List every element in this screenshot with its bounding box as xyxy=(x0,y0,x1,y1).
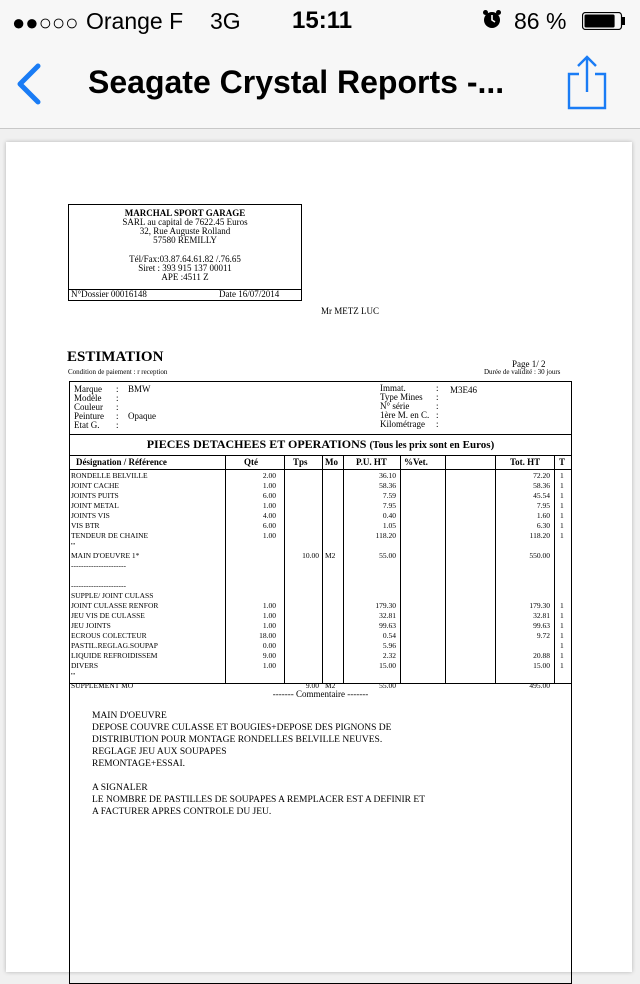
pieces-operations-title xyxy=(69,433,572,456)
cell-t: 1 xyxy=(560,611,564,620)
vehicle-colons-right xyxy=(436,384,439,429)
cell-pu: 15.00 xyxy=(379,661,396,670)
garage-phone: Tél/Fax:03.87.64.61.82 /.76.65 xyxy=(129,254,241,264)
cell-pu: 2.32 xyxy=(382,651,396,660)
cell-des: VIS BTR xyxy=(71,521,100,530)
label-marque: Marque xyxy=(74,384,102,394)
cell-des: ''' xyxy=(71,541,76,550)
table-row xyxy=(70,621,571,631)
cell-pu: 32.81 xyxy=(379,611,396,620)
table-row xyxy=(70,541,571,551)
label-immat: Immat. xyxy=(380,383,406,393)
client-name: Mr METZ LUC xyxy=(321,306,379,316)
estimation-heading: ESTIMATION xyxy=(67,349,164,365)
document-title: Seagate Crystal Reports -... xyxy=(88,64,505,100)
cell-des: RONDELLE BELVILLE xyxy=(71,471,148,480)
back-chevron-icon[interactable] xyxy=(12,62,44,106)
garage-city: 57580 REMILLY xyxy=(153,235,217,245)
sep: : xyxy=(116,384,119,394)
cell-des: ---------------------- xyxy=(71,581,126,590)
cell-tps: 9.00 xyxy=(305,681,319,690)
col-pu: P.U. HT xyxy=(356,457,387,467)
vehicle-marque: BMW xyxy=(128,384,151,394)
cell-des: SUPPLEMENT MO xyxy=(71,681,134,690)
col-mo: Mo xyxy=(325,457,338,467)
cell-pu: 1.05 xyxy=(382,521,396,530)
comment-line: REMONTAGE+ESSAI. xyxy=(92,759,186,769)
comment-line: A FACTURER APRES CONTROLE DU JEU. xyxy=(92,807,272,817)
label-mec: 1ère M. en C. xyxy=(380,410,430,420)
vehicle-labels-right xyxy=(380,384,429,429)
cell-qte: 1.00 xyxy=(262,601,276,610)
cell-qte: 2.00 xyxy=(262,471,276,480)
cell-qte: 1.00 xyxy=(262,481,276,490)
cell-qte: 1.00 xyxy=(262,531,276,540)
cell-mo: M2 xyxy=(325,681,336,690)
label-couleur: Couleur xyxy=(74,402,103,412)
cell-des: JOINT METAL xyxy=(71,501,119,510)
cell-pu: 58.36 xyxy=(379,481,396,490)
cell-t: 1 xyxy=(560,641,564,650)
cell-total: 7.95 xyxy=(536,501,550,510)
garage-capital: SARL au capital de 7622.45 Euros xyxy=(122,217,248,227)
vehicle-colons xyxy=(116,385,119,430)
cell-t: 1 xyxy=(560,491,564,500)
cell-tps: 10.00 xyxy=(302,551,319,560)
table-row xyxy=(70,671,571,681)
table-row xyxy=(70,531,571,541)
table-row xyxy=(70,471,571,481)
battery-icon xyxy=(582,12,626,30)
table-row xyxy=(70,491,571,501)
cell-des: ''' xyxy=(71,671,76,680)
vehicle-peinture: Opaque xyxy=(128,411,156,421)
cell-qte: 18.00 xyxy=(259,631,276,640)
cell-des: ECROUS COLECTEUR xyxy=(71,631,147,640)
cell-mo: M2 xyxy=(325,551,336,560)
sep: : xyxy=(116,402,119,412)
table-row xyxy=(70,581,571,591)
cell-t: 1 xyxy=(560,661,564,670)
garage-ape: APE :4511 Z xyxy=(161,272,209,282)
cell-total: 32.81 xyxy=(533,611,550,620)
cell-des: SUPPLE/ JOINT CULASS xyxy=(71,591,154,600)
cell-des: ---------------------- xyxy=(71,561,126,570)
cell-total: 6.30 xyxy=(536,521,550,530)
document-page xyxy=(6,142,632,972)
cell-pu: 7.59 xyxy=(382,491,396,500)
comment-line: LE NOMBRE DE PASTILLES DE SOUPAPES A REMPLACER EST A DEFINIR ET xyxy=(92,795,425,805)
cell-qte: 4.00 xyxy=(262,511,276,520)
cell-des: PASTIL.REGLAG.SOUPAP xyxy=(71,641,158,650)
sep: : xyxy=(436,401,439,411)
payment-condition: Condition de paiement : r reception xyxy=(68,368,168,376)
cell-total: 118.20 xyxy=(529,531,550,540)
signal-strength-icon: ●●○○○ xyxy=(12,10,79,35)
col-qte: Qté xyxy=(244,457,258,467)
operations-table xyxy=(69,455,572,690)
cell-t: 1 xyxy=(560,601,564,610)
table-row xyxy=(70,561,571,571)
col-designation: Désignation / Référence xyxy=(76,457,167,467)
alarm-clock-icon xyxy=(482,9,502,29)
sep: : xyxy=(116,411,119,421)
cell-total: 179.30 xyxy=(529,601,550,610)
cell-t: 1 xyxy=(560,521,564,530)
label-peinture: Peinture xyxy=(74,411,104,421)
cell-des: JEU JOINTS xyxy=(71,621,111,630)
comment-line: DISTRIBUTION POUR MONTAGE RONDELLES BELVILLE NEUVES. xyxy=(92,735,383,745)
cell-t: 1 xyxy=(560,621,564,630)
vehicle-info-box xyxy=(69,381,572,435)
garage-siret: Siret : 393 915 137 00011 xyxy=(138,263,232,273)
battery-percent: 86 % xyxy=(514,8,567,34)
cell-qte: 1.00 xyxy=(262,621,276,630)
cell-t: 1 xyxy=(560,501,564,510)
pieces-title-sub: (Tous les prix sont en xyxy=(369,440,460,451)
dossier-date: Date 16/07/2014 xyxy=(219,289,280,299)
cell-pu: 36.10 xyxy=(379,471,396,480)
vehicle-labels xyxy=(74,385,104,430)
label-etat: Etat G. xyxy=(74,420,100,430)
comment-line: A SIGNALER xyxy=(92,783,148,793)
pieces-title-main: PIECES DETACHEES ET OPERATIONS xyxy=(146,437,367,451)
comment-title: ------- Commentaire ------- xyxy=(272,689,369,699)
sep: : xyxy=(436,410,439,420)
sep: : xyxy=(436,419,439,429)
cell-des: JEU VIS DE CULASSE xyxy=(71,611,145,620)
sep: : xyxy=(436,383,439,393)
cell-total: 20.88 xyxy=(533,651,550,660)
cell-qte: 1.00 xyxy=(262,661,276,670)
cell-total: 495.00 xyxy=(529,681,550,690)
cell-total: 9.72 xyxy=(536,631,550,640)
col-t: T xyxy=(559,457,566,467)
network-type: 3G xyxy=(210,8,241,34)
col-tps: Tps xyxy=(293,457,308,467)
table-row xyxy=(70,651,571,661)
cell-pu: 179.30 xyxy=(375,601,396,610)
cell-pu: 118.20 xyxy=(375,531,396,540)
cell-qte: 9.00 xyxy=(262,651,276,660)
cell-des: JOINTS VIS xyxy=(71,511,110,520)
cell-pu: 0.40 xyxy=(382,511,396,520)
cell-des: JOINTS PUITS xyxy=(71,491,119,500)
dossier-number: N°Dossier 00016148 xyxy=(71,289,147,299)
cell-total: 1.60 xyxy=(536,511,550,520)
status-bar xyxy=(0,0,640,40)
cell-total: 550.00 xyxy=(529,551,550,560)
table-row xyxy=(70,661,571,671)
validity: Durée de validité : 30 jours xyxy=(484,368,561,376)
garage-header-box xyxy=(68,204,302,290)
cell-des: DIVERS xyxy=(71,661,99,670)
label-serie: N° série xyxy=(380,401,410,411)
table-row xyxy=(70,611,571,621)
garage-name: MARCHAL SPORT GARAGE xyxy=(124,208,246,218)
navigation-bar xyxy=(0,40,640,129)
table-row xyxy=(70,481,571,491)
cell-total: 72.20 xyxy=(533,471,550,480)
cell-qte: 6.00 xyxy=(262,491,276,500)
vehicle-immat: M3E46 xyxy=(450,385,477,395)
dossier-box xyxy=(68,288,302,301)
cell-pu: 55.00 xyxy=(379,551,396,560)
label-modele: Modèle xyxy=(74,393,102,403)
cell-pu: 5.96 xyxy=(382,641,396,650)
cell-des: JOINT CULASSE RENFOR xyxy=(71,601,159,610)
cell-des: LIQUIDE REFROIDISSEM xyxy=(71,651,158,660)
cell-t: 1 xyxy=(560,631,564,640)
cell-total: 58.36 xyxy=(533,481,550,490)
table-row xyxy=(70,631,571,641)
comment-line: DEPOSE COUVRE CULASSE ET BOUGIES+DEPOSE DES PIGNONS DE xyxy=(92,723,392,733)
table-row xyxy=(70,521,571,531)
cell-pu: 0.54 xyxy=(382,631,396,640)
cell-t: 1 xyxy=(560,481,564,490)
table-row xyxy=(70,591,571,601)
comment-box xyxy=(69,683,572,984)
share-icon[interactable] xyxy=(566,54,608,110)
table-row xyxy=(70,601,571,611)
cell-t: 1 xyxy=(560,531,564,540)
cell-total: 99.63 xyxy=(533,621,550,630)
cell-total: 45.54 xyxy=(533,491,550,500)
comment-line: MAIN D'OEUVRE xyxy=(92,711,167,721)
comment-line: REGLAGE JEU AUX SOUPAPES xyxy=(92,747,227,757)
cell-des: MAIN D'OEUVRE 1* xyxy=(71,551,140,560)
cell-qte: 1.00 xyxy=(262,611,276,620)
sep: : xyxy=(436,392,439,402)
label-type-mines: Type Mines xyxy=(380,392,423,402)
sep: : xyxy=(116,393,119,403)
col-total: Tot. HT xyxy=(510,457,541,467)
cell-t: 1 xyxy=(560,511,564,520)
cell-pu: 99.63 xyxy=(379,621,396,630)
table-row xyxy=(70,641,571,651)
cell-qte: 6.00 xyxy=(262,521,276,530)
table-row xyxy=(70,551,571,561)
cell-pu: 7.95 xyxy=(382,501,396,510)
col-vet: %Vet. xyxy=(404,457,428,467)
carrier-name: Orange F xyxy=(86,8,184,34)
cell-des: JOINT CACHE xyxy=(71,481,119,490)
cell-total: 15.00 xyxy=(533,661,550,670)
label-km: Kilométrage xyxy=(380,419,425,429)
status-time: 15:11 xyxy=(292,7,353,34)
pieces-title-euros: Euros) xyxy=(462,439,495,451)
cell-t: 1 xyxy=(560,471,564,480)
garage-street: 32, Rue Auguste Rolland xyxy=(139,226,231,236)
cell-pu: 55.00 xyxy=(379,681,396,690)
table-row xyxy=(70,571,571,581)
table-row xyxy=(70,501,571,511)
table-row xyxy=(70,511,571,521)
cell-des: TENDEUR DE CHAINE xyxy=(71,531,149,540)
cell-t: 1 xyxy=(560,651,564,660)
cell-qte: 1.00 xyxy=(262,501,276,510)
sep: : xyxy=(116,420,119,430)
page-number: Page 1/ 2 xyxy=(512,359,546,369)
cell-qte: 0.00 xyxy=(262,641,276,650)
